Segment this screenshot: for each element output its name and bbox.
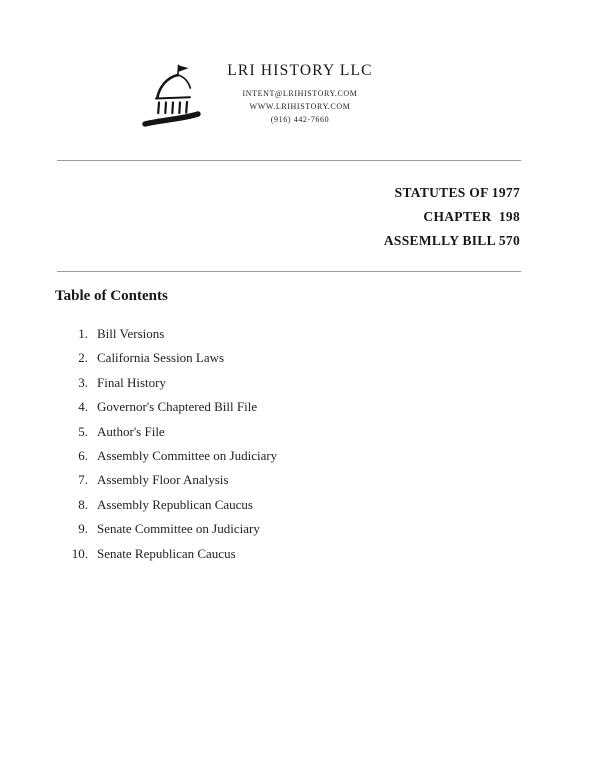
chapter-line: CHAPTER 198 bbox=[423, 209, 520, 224]
toc-item bbox=[55, 522, 600, 536]
divider-top bbox=[57, 160, 521, 161]
toc-item-label: Assembly Republican Caucus bbox=[97, 496, 253, 512]
toc-item bbox=[55, 449, 600, 463]
toc-title: Table of Contents bbox=[55, 288, 168, 304]
toc-item-label: California Session Laws bbox=[97, 350, 225, 366]
company-name: LRI HISTORY LLC bbox=[227, 62, 373, 79]
toc-item bbox=[55, 400, 600, 414]
toc-item-number: 4. bbox=[78, 399, 88, 415]
toc-list bbox=[55, 327, 600, 561]
toc-item-label: Senate Committee on Judiciary bbox=[97, 521, 260, 537]
toc-item bbox=[55, 547, 600, 561]
toc-item-number: 10. bbox=[71, 545, 88, 561]
toc-item bbox=[55, 327, 600, 341]
toc-item-label: Governor's Chaptered Bill File bbox=[97, 399, 258, 415]
company-phone: (916) 442-7660 bbox=[270, 115, 330, 124]
letterhead bbox=[0, 0, 600, 158]
toc-item-label: Final History bbox=[97, 374, 166, 390]
toc-item-number: 8. bbox=[78, 496, 88, 512]
statutes-line: STATUTES OF 1977 bbox=[394, 185, 520, 200]
toc-item-label: Bill Versions bbox=[97, 326, 165, 341]
toc-item-label: Author's File bbox=[97, 423, 165, 439]
toc-item-number: 3. bbox=[78, 374, 88, 390]
document-info bbox=[57, 181, 520, 253]
toc-item-number: 7. bbox=[78, 472, 88, 488]
toc-item bbox=[55, 425, 600, 439]
toc-item bbox=[55, 376, 600, 390]
toc-item-label: Senate Republican Caucus bbox=[97, 545, 236, 561]
divider-middle bbox=[57, 271, 521, 272]
toc-item-number: 5. bbox=[78, 423, 88, 439]
toc-item bbox=[55, 498, 600, 512]
toc-item-label: Assembly Committee on Judiciary bbox=[97, 447, 278, 463]
toc-item bbox=[55, 473, 600, 487]
toc-item-number: 2. bbox=[78, 350, 88, 366]
toc-item-number: 6. bbox=[78, 447, 88, 463]
company-website: WWW.LRIHISTORY.COM bbox=[249, 102, 351, 111]
company-email: INTENT@LRIHISTORY.COM bbox=[242, 89, 358, 98]
toc-item-number: 1. bbox=[78, 326, 88, 341]
toc-item-label: Assembly Floor Analysis bbox=[97, 472, 229, 488]
table-of-contents bbox=[55, 288, 600, 561]
toc-item-number: 9. bbox=[78, 521, 88, 537]
toc-item bbox=[55, 351, 600, 365]
bill-line: ASSEMLLY BILL 570 bbox=[383, 233, 520, 248]
capitol-sketch-logo-icon bbox=[142, 62, 206, 136]
